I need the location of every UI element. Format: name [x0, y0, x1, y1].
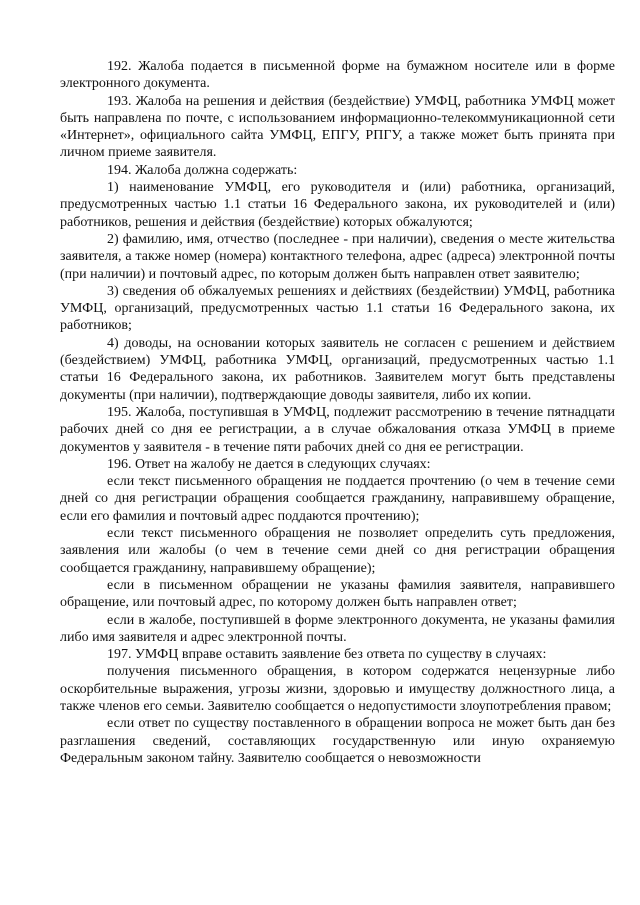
paragraph-196-case-2: если текст письменного обращения не позволяет определить суть предложения, заявления или жалобы (о чем в течение семи дней со дня регистрации обращения сообщается гражданину, направившему обращение); — [60, 526, 615, 576]
paragraph-194-item-1: 1) наименование УМФЦ, его руководителя и (или) работника, организаций, предусмотренных частью 1.1 статьи 16 Федерального закона, их руководителей и (или) работников, решения и действия (бездействие) которых обжалуются; — [60, 180, 615, 230]
paragraph-195: 195. Жалоба, поступившая в УМФЦ, подлежит рассмотрению в течение пятнадцати рабочих дней со дня ее регистрации, а в случае обжалования отказа УМФЦ в приеме документов у заявителя - в течение пяти рабочих дней со дня ее регистрации. — [60, 404, 615, 455]
paragraph-193: 193. Жалоба на решения и действия (бездействие) УМФЦ, работника УМФЦ может быть направлена по почте, с использованием информационно-телекоммуникационной сети «Интернет», официального сайта УМФЦ, ЕПГУ, РПГУ, а также может быть принята при личном приеме заявителя. — [60, 93, 615, 161]
paragraph-196: 196. Ответ на жалобу не дается в следующих случаях: — [107, 456, 431, 472]
paragraph-197-case-2: если ответ по существу поставленного в обращении вопроса не может быть дан без разглашения сведений, составляющих государственную или иную охраняемую Федеральным законом тайну. Заявителю сообщается о невозможности — [60, 716, 615, 766]
paragraph-196-case-1: если текст письменного обращения не поддается прочтению (о чем в течение семи дней со дня регистрации обращения сообщается гражданину, направившему обращение, если его фамилия и почтовый адрес поддаются прочтению); — [60, 474, 615, 524]
paragraph-192: 192. Жалоба подается в письменной форме на бумажном носителе или в форме электронного документа. — [60, 59, 615, 92]
paragraph-194-item-2: 2) фамилию, имя, отчество (последнее - при наличии), сведения о месте жительства заявителя, а также номер (номера) контактного телефона, адрес (адреса) электронной почты (при наличии) и почтовый адрес, по которым должен быть направлен ответ заявителю; — [60, 231, 615, 282]
paragraph-197-case-1: получения письменного обращения, в котором содержатся нецензурные либо оскорбительные выражения, угрозы жизни, здоровью и имуществу должностного лица, а также членов его семьи. Заявителю сообщается о недопустимости злоупотребления правом; — [60, 664, 615, 714]
paragraph-197: 197. УМФЦ вправе оставить заявление без ответа по существу в случаях: — [107, 647, 547, 663]
paragraph-196-case-4: если в жалобе, поступившей в форме электронного документа, не указаны фамилия либо имя заявителя и адрес электронной почты. — [60, 612, 615, 645]
paragraph-194-item-4: 4) доводы, на основании которых заявитель не согласен с решением и действием (бездействием) УМФЦ, работника УМФЦ, организаций, предусмотренных частью 1.1 статьи 16 Федерального закона, их работников. Заявителем могут быть представлены документы (при наличии), подтверждающие доводы заявителя, либо их копии. — [60, 335, 615, 403]
paragraph-196-case-3: если в письменном обращении не указаны фамилия заявителя, направившего обращение, или почтовый адрес, по которому должен быть направлен ответ; — [60, 577, 615, 611]
document-page — [60, 58, 615, 767]
paragraph-194-item-3: 3) сведения об обжалуемых решениях и действиях (бездействии) УМФЦ, работника УМФЦ, организаций, предусмотренных частью 1.1 статьи 16 Федерального закона, их работников; — [60, 283, 615, 334]
paragraph-194: 194. Жалоба должна содержать: — [107, 162, 298, 178]
